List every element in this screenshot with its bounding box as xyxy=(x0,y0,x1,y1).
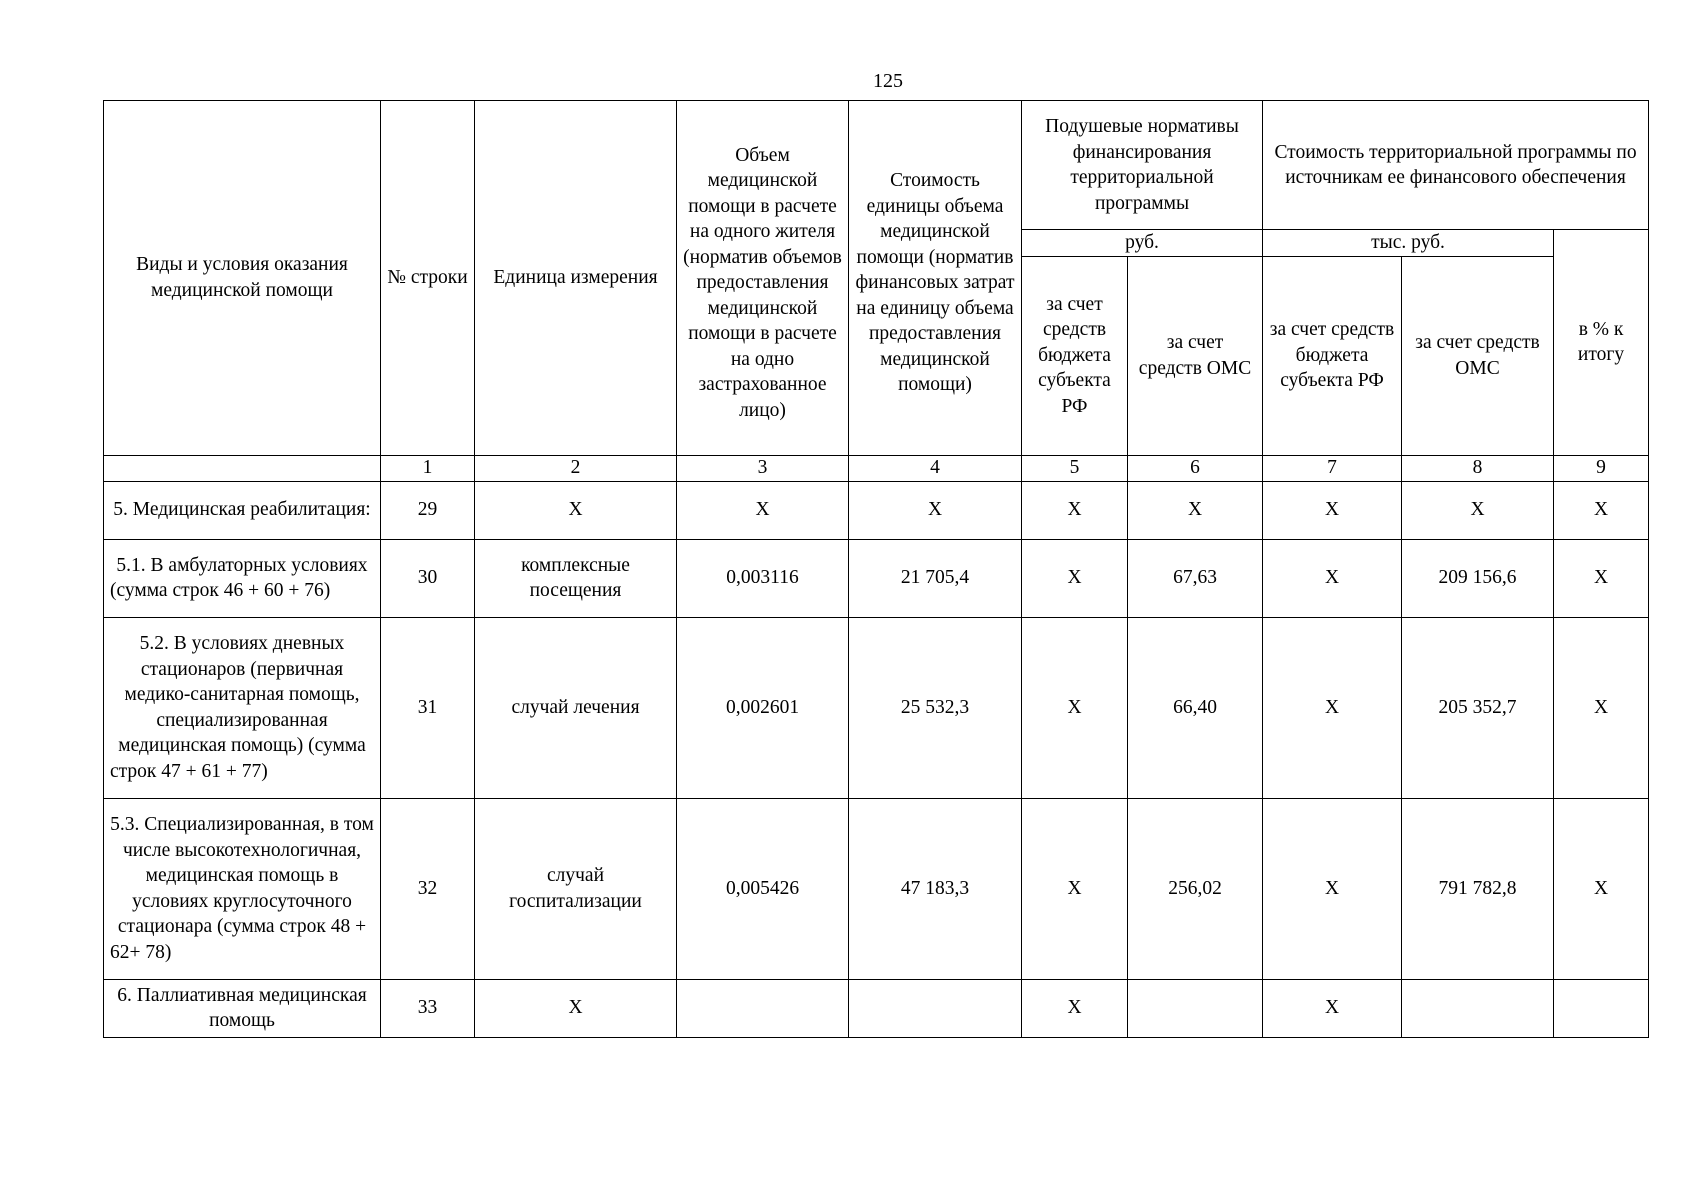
header-volume: Объем медицинской помощи в расчете на одного жителя (норматив объемов предоставления медицинской помощи в расчете на одно застрахованное лицо) xyxy=(677,101,849,456)
row-label: 5. Медицинская реабилитация: xyxy=(104,481,381,539)
cell-unit: случай лечения xyxy=(475,617,677,798)
header-percent-of-total: в % к итогу xyxy=(1554,230,1649,456)
header-oms-rub: за счет средств ОМС xyxy=(1128,256,1263,455)
header-row-number: № строки xyxy=(381,101,475,456)
cell-unit: комплексные посещения xyxy=(475,539,677,617)
cell-row-number: 31 xyxy=(381,617,475,798)
cell-percent: Х xyxy=(1554,798,1649,979)
cell-budget-rub: Х xyxy=(1022,798,1128,979)
cell-budget-rub: Х xyxy=(1022,979,1128,1037)
cell-budget-thousand: Х xyxy=(1263,798,1402,979)
cell-volume: 0,002601 xyxy=(677,617,849,798)
column-number: 7 xyxy=(1263,455,1402,481)
table-row xyxy=(104,798,1649,979)
financing-table xyxy=(103,100,1649,1038)
cell-oms-rub: 256,02 xyxy=(1128,798,1263,979)
cell-unit: случай госпитализации xyxy=(475,798,677,979)
cell-oms-thousand: 791 782,8 xyxy=(1402,798,1554,979)
column-number: 1 xyxy=(381,455,475,481)
table-row xyxy=(104,539,1649,617)
header-oms-thousand: за счет средств ОМС xyxy=(1402,256,1554,455)
column-number: 4 xyxy=(849,455,1022,481)
column-number: 9 xyxy=(1554,455,1649,481)
column-number: 2 xyxy=(475,455,677,481)
cell-percent xyxy=(1554,979,1649,1037)
cell-row-number: 30 xyxy=(381,539,475,617)
cell-row-number: 32 xyxy=(381,798,475,979)
cell-budget-thousand: Х xyxy=(1263,617,1402,798)
row-label: 5.3. Специализированная, в том числе высокотехнологичная, медицинская помощь в условиях круглосуточного стационара (сумма строк 48 + 62+ 78) xyxy=(104,798,381,979)
cell-unit-cost: Х xyxy=(849,481,1022,539)
cell-volume: 0,005426 xyxy=(677,798,849,979)
header-budget-thousand: за счет средств бюджета субъекта РФ xyxy=(1263,256,1402,455)
cell-unit-cost xyxy=(849,979,1022,1037)
header-unit: Единица измерения xyxy=(475,101,677,456)
row-label: 5.1. В амбулаторных условиях (сумма строк 46 + 60 + 76) xyxy=(104,539,381,617)
cell-oms-thousand xyxy=(1402,979,1554,1037)
cell-row-number: 29 xyxy=(381,481,475,539)
cell-unit-cost: 21 705,4 xyxy=(849,539,1022,617)
cell-percent: Х xyxy=(1554,539,1649,617)
cell-budget-thousand: Х xyxy=(1263,979,1402,1037)
column-number: 5 xyxy=(1022,455,1128,481)
header-unit-thousand-rub: тыс. руб. xyxy=(1263,230,1554,257)
table-row xyxy=(104,481,1649,539)
cell-unit: Х xyxy=(475,481,677,539)
header-unit-cost: Стоимость единицы объема медицинской помощи (норматив финансовых затрат на единицу объема предоставления медицинской помощи) xyxy=(849,101,1022,456)
header-program-cost-group: Стоимость территориальной программы по источникам ее финансового обеспечения xyxy=(1263,101,1649,230)
row-label: 6. Паллиативная медицинская помощь xyxy=(104,979,381,1037)
column-number-blank xyxy=(104,455,381,481)
cell-budget-thousand: Х xyxy=(1263,539,1402,617)
header-per-capita-group: Подушевые нормативы финансирования территориальной программы xyxy=(1022,101,1263,230)
table-row xyxy=(104,979,1649,1037)
cell-volume: 0,003116 xyxy=(677,539,849,617)
cell-percent: Х xyxy=(1554,481,1649,539)
column-number: 6 xyxy=(1128,455,1263,481)
cell-unit-cost: 47 183,3 xyxy=(849,798,1022,979)
column-number: 3 xyxy=(677,455,849,481)
cell-oms-rub: Х xyxy=(1128,481,1263,539)
cell-budget-thousand: Х xyxy=(1263,481,1402,539)
cell-oms-thousand: Х xyxy=(1402,481,1554,539)
cell-oms-thousand: 205 352,7 xyxy=(1402,617,1554,798)
cell-row-number: 33 xyxy=(381,979,475,1037)
cell-volume: Х xyxy=(677,481,849,539)
cell-budget-rub: Х xyxy=(1022,539,1128,617)
header-budget-rub: за счет средств бюджета субъекта РФ xyxy=(1022,256,1128,455)
cell-oms-rub: 67,63 xyxy=(1128,539,1263,617)
header-types-of-care: Виды и условия оказания медицинской помощи xyxy=(104,101,381,456)
page-number: 125 xyxy=(873,70,903,92)
cell-budget-rub: Х xyxy=(1022,617,1128,798)
cell-unit: Х xyxy=(475,979,677,1037)
cell-percent: Х xyxy=(1554,617,1649,798)
cell-budget-rub: Х xyxy=(1022,481,1128,539)
header-unit-rub: руб. xyxy=(1022,230,1263,257)
cell-unit-cost: 25 532,3 xyxy=(849,617,1022,798)
row-label: 5.2. В условиях дневных стационаров (первичная медико-санитарная помощь, специализированная медицинская помощь) (сумма строк 47 + 61 + 77) xyxy=(104,617,381,798)
cell-volume xyxy=(677,979,849,1037)
cell-oms-rub xyxy=(1128,979,1263,1037)
table-row xyxy=(104,617,1649,798)
cell-oms-rub: 66,40 xyxy=(1128,617,1263,798)
column-number: 8 xyxy=(1402,455,1554,481)
cell-oms-thousand: 209 156,6 xyxy=(1402,539,1554,617)
